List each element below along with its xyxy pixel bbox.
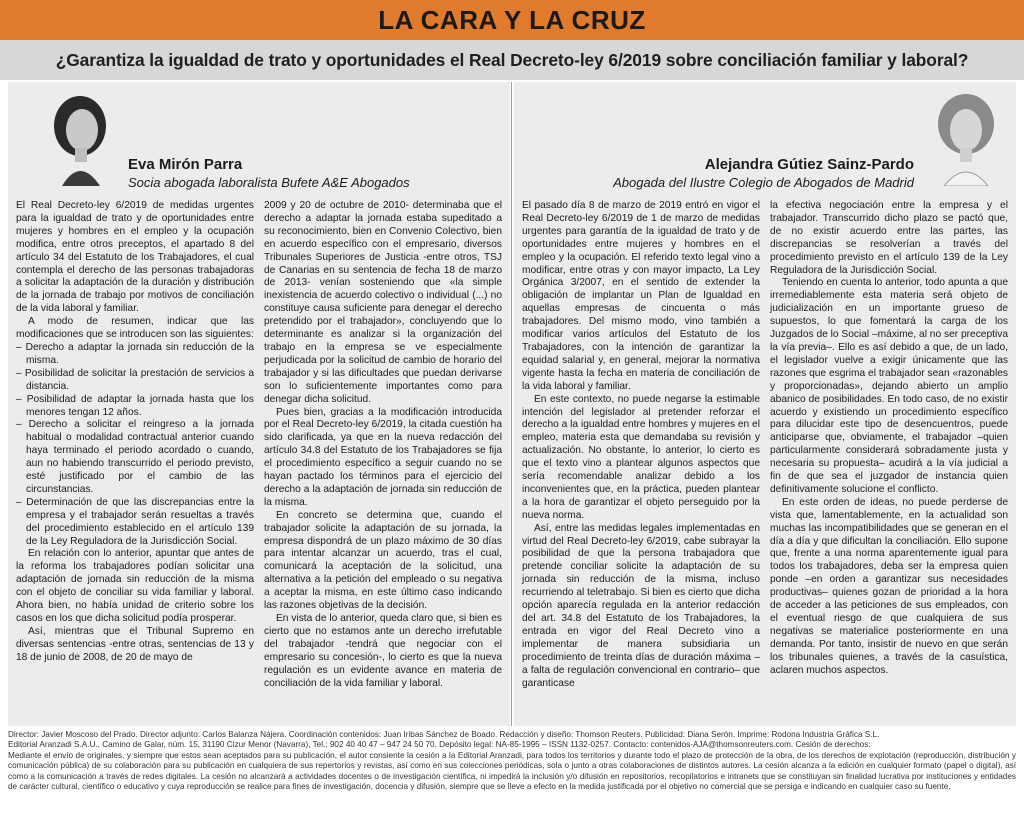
list-item: – Posibilidad de solicitar la prestación de servicios a distancia. [16, 367, 254, 392]
right-opinion-panel [514, 82, 1016, 726]
paragraph: En concreto se determina que, cuando el trabajador solicite la adaptación de su jornada, la empresa dispondrá de un plazo máximo de 30 días para intentar alcanzar un acuerdo, tras el cual, comunicará la aceptación de la solicitud, una alternativa a la petición del empleado o su negativa a aceptar la misma, en este último caso indicando las razones objetivas de la decisión. [264, 509, 502, 612]
list-item: – Posibilidad de adaptar la jornada hasta que los menores tengan 12 años. [16, 393, 254, 418]
paragraph: En este orden de ideas, no puede perderse de vista que, lamentablemente, en la actualidad son muchas las incompatibilidades que se generan en el día a día y que dificultan la conciliación. Ello supone que, frente a una norma aparentemente igual para todos los trabajadores, deba ser la empresa quien ponde –en orden a garantizar sus necesidades productivas– quienes gozan de prioridad a la hora de acceder a las peticiones de sus empleados, con el eventual riesgo de que cualquiera de sus negativas se materialice posteriormente en una demanda. Por tanto, insistir de nuevo en que serán los tribunales quienes, a través de la casuística, aclaren muchos aspectos. [770, 496, 1008, 676]
paragraph: la efectiva negociación entre la empresa y el trabajador. Transcurrido dicho plazo se pactó que, de no existir acuerdo entre las partes, las discrepancias se resolverían a través del procedimiento previsto en el artículo 139 de la Ley Reguladora de la Jurisdicción Social. [770, 200, 1008, 276]
author-name: Alejandra Gútiez Sainz-Pardo [704, 156, 914, 173]
list-item: – Derecho a solicitar el reingreso a la jornada habitual o modalidad contractual anterior cuando haya terminado el periodo acordado o cuando, aun no habiendo transcurrido el periodo previsto, esté justificado por el cambio de las circunstancias. [16, 419, 254, 495]
credits-line: Director: Javier Moscoso del Prado. Director adjunto: Carlos Balanza Nájera. Coordinación contenidos: Juan Iribas Sánchez de Boado. Redacción y diseño: Thomson Reuters. Publicidad: Diana Serón. Imprime: Rodona Industria Gráfica S.L. [8, 730, 880, 739]
paragraph: El pasado día 8 de marzo de 2019 entró en vigor el Real Decreto-ley 6/2019 de 1 de marzo de medidas urgentes para garantía de la igualdad de trato y de oportunidades entre mujeres y hombres en el empleo y la ocupación. El referido texto legal vino a modificar, entre otras y con mayor impacto, La Ley Orgánica 3/2007, en el sentido de extender la obligación de implantar un Plan de Igualdad en aquellas empresas de cincuenta o más trabajadores. Del mismo modo, vino también a modificar varios artículos del Estatuto de los Trabajadores, con la intención de garantizar la equidad salarial y, en general, mejorar la normativa vigente hasta la fecha en materia de conciliación de la vida laboral y familiar. [522, 200, 760, 392]
credits-line: Editorial Aranzadi S.A.U., Camino de Galar, núm. 15, 31190 Cizur Menor (Navarra), Tel.: 902 40 40 47 – 947 24 50 70. Depósito legal: NA-85-1995 – ISSN 1132-0257. Contacto: contenidos-AJA@thomsonreuters.com. Cesión de derechos: [8, 740, 871, 750]
article-columns-right [522, 200, 1008, 690]
list-item: – Derecho a adaptar la jornada sin reducción de la misma. [16, 341, 254, 366]
paragraph: En relación con lo anterior, apuntar que antes de la reforma los trabajadores podían solicitar una adaptación de jornada sin reducción de la misma con el objeto de conciliar su vida familiar y laboral. Ahora bien, no había unidad de criterio sobre los casos en los que dicha solicitud podía prosperar. [16, 548, 254, 624]
author-role: Socia abogada laboralista Bufete A&E Abogados [128, 175, 410, 190]
author-byline-left [128, 156, 528, 191]
author-byline-right [514, 156, 914, 191]
author-role: Abogada del Ilustre Colegio de Abogados de Madrid [613, 175, 914, 190]
paragraph: Pues bien, gracias a la modificación introducida por el Real Decreto-ley 6/2019, la citada cuestión ha sido clarificada, ya que en la nueva redacción del artículo 34.8 del Estatuto de los Trabajadores se fija el procedimiento específico a seguir cuando no se hayan pactado los términos para el ejercicio del derecho a la adaptación de jornada sin reducción de la misma. [264, 406, 502, 508]
paragraph: Así, entre las medidas legales implementadas en virtud del Real Decreto-ley 6/2019, cabe subrayar la posibilidad de que la persona trabajadora que pretende conciliar solicite la adaptación de su jornada sin reducción de la misma, incluso recurriendo al teletrabajo. Si bien es cierto que dicha opción aparecía regulada en la anterior redacción del art. 34.8 del Estatuto de los Trabajadores, la entrada en vigor del Real Decreto vino a implementar de manera subsidiaria un procedimiento de treinta días de duración máxima –a falta de regulación convencional en contrario– que garanticase [522, 522, 760, 689]
question-heading: ¿Garantiza la igualdad de trato y oportunidades el Real Decreto-ley 6/2019 sobre conciliación familiar y laboral? [55, 49, 969, 70]
text-column [522, 200, 760, 690]
author-portrait-left [40, 86, 120, 186]
paragraph: Teniendo en cuenta lo anterior, todo apunta a que irremediablemente esta materia será objeto de judicialización en un importante grueso de supuestos, lo que fomentará la carga de los Juzgados de lo Social –máxime, al no ser preceptiva la vía previa–. Ello es así debido a que, de un lado, el legislador vuelve a exigir únicamente que las razones que esgrima el trabajador sean «razonables y proporcionadas», dejando abierto un amplio abanico de posibilidades. En todo caso, de no existir acuerdo y existiendo un procedimiento específico para dilucidar este tipo de desencuentros, puede anticiparse que, obviamente, el trabajador –quien particularmente considerará sobradamente justa y necesaria su propuesta– acudirá a la vía judicial a fin de que sea el juzgador de instancia quien definitivamente solucione el conflicto. [770, 277, 1008, 495]
left-opinion-panel [8, 82, 510, 726]
rights-notice: Mediante el envío de originales, y siempre que estos sean aceptados para su publicación, el autor consiente la cesión a la Editorial Aranzadi, para todos los territorios y durante todo el plazo de protección de la obra, de los derechos de explotación (reproducción, distribución y comunicación pública) de su colaboración para su publicación en cualquiera de sus repertorios y revistas, así como en sus colecciones periódicas, sola o junto a otras colaboraciones de distintos autores. La cesión alcanza a la edición en cualquier formato (papel o digital), así como a la comunicación a través de redes digitales. La cesión no alcanzará a actividades docentes o de investigación científica, ni impedirá la inclusión y/o difusión en repositorios, recopilatorios e intranets que se constituyan sin finalidad lucrativa por instituciones y entidades de carácter cultural, científico o educativo y cuya reproducción se realice para fines de investigación, docencia y difusión, siempre que se lleve a efecto en la medida justificada por el objetivo no comercial que se persiga e indicando en cualquier caso su fuente. [8, 750, 1016, 792]
author-name: Eva Mirón Parra [128, 156, 243, 173]
section-title: LA CARA Y LA CRUZ [378, 4, 646, 35]
text-column [16, 200, 254, 690]
section-banner [0, 0, 1024, 40]
paragraph: En vista de lo anterior, queda claro que, si bien es cierto que no estamos ante un derecho irrefutable del trabajador -tendrá que negociar con el empresario su concesión-, lo cierto es que la nueva regulación es un evidente avance en materia de conciliación de la vida familiar y laboral. [264, 613, 502, 689]
paragraph: 2009 y 20 de octubre de 2010- determinaba que el derecho a adaptar la jornada estaba supeditado a su reconocimiento, bien en Convenio Colectivo, bien en acuerdo específico con el empresario, diversos Tribunales Superiores de Justicia -entre otros, TSJ de Canarias en su sentencia de fecha 18 de marzo de 2013- venían sosteniendo que «la simple inexistencia de acuerdo colectivo o individual (...) no constituye causa suficiente para denegar el derecho pretendido por el trabajador», concluyendo que lo determinante es analizar si la organización del trabajo en la empresa se ve especialmente perjudicada por la solicitud de cambio de horario del trabajador y si las dificultades que puedan derivarse son lo suficientemente importantes como para denegar dicha solicitud. [264, 200, 502, 405]
list-item: – Determinación de que las discrepancias entre la empresa y el trabajador serán resueltas a través del procedimiento establecido en el artículo 139 de la Ley Reguladora de la Jurisdicción Social. [16, 496, 254, 547]
text-column [770, 200, 1008, 690]
paragraph: Así, mientras que el Tribunal Supremo en diversas sentencias -entre otras, sentencias de 13 y 18 de junio de 2008, de 20 de mayo de [16, 625, 254, 663]
question-bar [0, 40, 1024, 80]
paragraph: En este contexto, no puede negarse la estimable intención del legislador al pretender reforzar el derecho a la igualdad entre hombres y mujeres en el empleo, materia esta que demandaba su revisión y actualización. No obstante, lo anterior, lo cierto es que el texto vino a plantear algunos aspectos que sería recomendable analizar debido a los inconvenientes que, en la práctica, pueden plantear a la hora de garantizar el objeto perseguido por la nueva norma. [522, 393, 760, 521]
author-portrait-right [926, 86, 1006, 186]
paragraph: El Real Decreto-ley 6/2019 de medidas urgentes para la igualdad de trato y de oportunidades entre mujeres y hombres en el empleo y la ocupación modifica, entre otros preceptos, el apartado 8 del artículo 34 del Estatuto de los Trabajadores, el cual contempla el derecho de las personas trabajadoras a solicitar la adaptación de la duración y distribución de la jornada de trabajo por motivos de conciliación de la vida laboral y familiar. [16, 200, 254, 315]
text-column [264, 200, 502, 690]
article-columns-left [16, 200, 502, 690]
paragraph: A modo de resumen, indicar que las modificaciones que se introducen son las siguientes: [16, 316, 254, 341]
publication-credits [8, 730, 1016, 792]
